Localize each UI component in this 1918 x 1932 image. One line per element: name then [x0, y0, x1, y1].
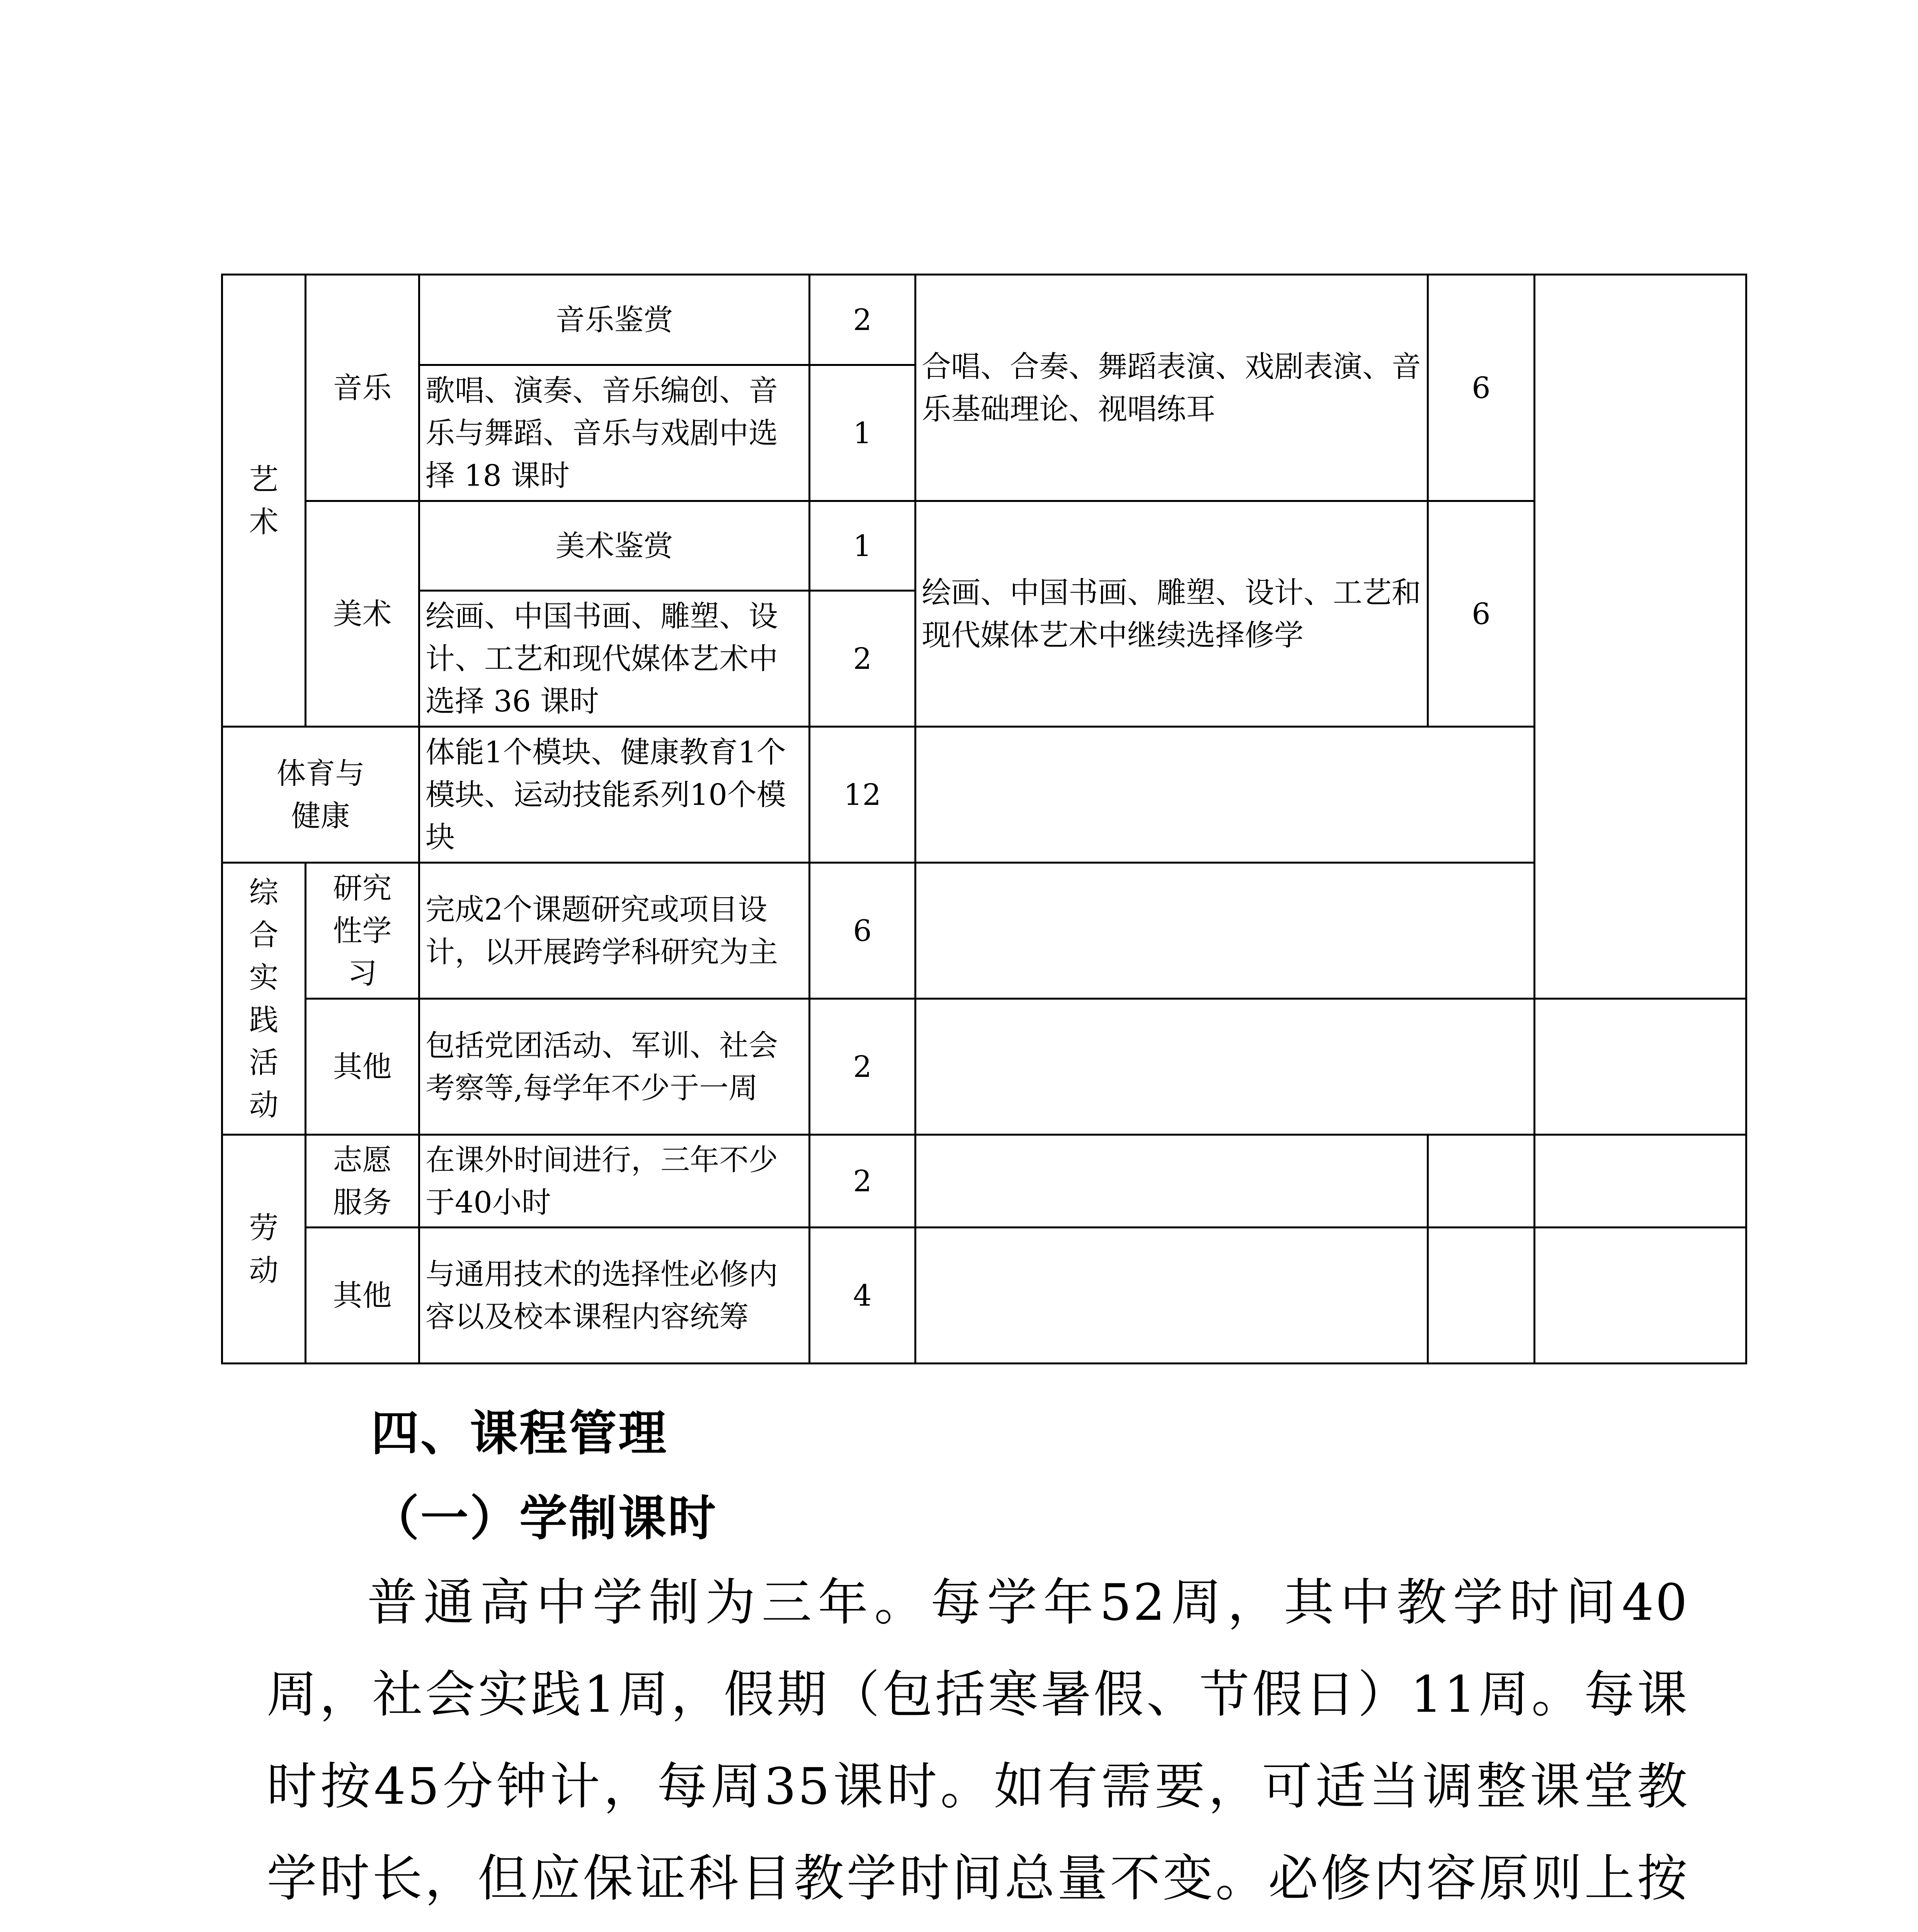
pe-content: 体能1个模块、健康教育1个模块、运动技能系列10个模块 — [419, 727, 810, 863]
practice-other-credits: 2 — [810, 999, 916, 1135]
remarks-cell-upper — [1535, 275, 1746, 999]
research-credits: 6 — [810, 863, 916, 999]
music-elective-content: 合唱、合奏、舞蹈表演、戏剧表演、音乐基础理论、视唱练耳 — [916, 275, 1428, 501]
labor-other-credits: 4 — [810, 1228, 916, 1364]
fine-art-elective-content: 绘画、中国书画、雕塑、设计、工艺和现代媒体艺术中继续选择修学 — [916, 501, 1428, 727]
labor-category-label: 劳动 — [249, 1210, 279, 1287]
fine-art-label: 美术 — [333, 596, 392, 631]
table-row — [222, 727, 1746, 863]
music-credits-1: 2 — [810, 275, 916, 365]
music-label: 音乐 — [333, 370, 392, 405]
fine-art-credits-2: 2 — [810, 591, 916, 727]
fine-art-credits-1: 1 — [810, 501, 916, 591]
table-row — [222, 1135, 1746, 1228]
body-paragraph: 普通高中学制为三年。每学年52周，其中教学时间40周，社会实践1周，假期（包括寒暑假、节假日）11周。每课时按45分钟计，每周35课时。如有需要，可适当调整课堂教学时长，但应保证科目教学时间总量不变。必修内容原则上按 — [267, 1573, 1689, 1908]
volunteer-content: 在课外时间进行，三年不少于40小时 — [419, 1135, 810, 1228]
practice-other-content: 包括党团活动、军训、社会考察等,每学年不少于一周 — [419, 999, 810, 1135]
volunteer-label: 志愿服务 — [333, 1142, 392, 1219]
table-row — [222, 275, 1746, 365]
volunteer-empty-c — [1535, 1135, 1746, 1228]
music-elective-credits: 6 — [1428, 275, 1535, 501]
research-content: 完成2个课题研究或项目设计，以开展跨学科研究为主 — [419, 863, 810, 999]
art-category-cell — [222, 275, 306, 727]
fine-art-content-2: 绘画、中国书画、雕塑、设计、工艺和现代媒体艺术中选择 36 课时 — [419, 591, 810, 727]
volunteer-empty-b — [1428, 1135, 1535, 1228]
music-credits-2: 1 — [810, 365, 916, 501]
table-row — [222, 999, 1746, 1135]
research-empty — [916, 863, 1535, 999]
practice-other-label: 其他 — [306, 999, 419, 1135]
table-row — [222, 501, 1746, 591]
fine-art-content-1: 美术鉴赏 — [419, 501, 810, 591]
pe-credits: 12 — [810, 727, 916, 863]
table-row — [222, 863, 1746, 999]
labor-category-cell — [222, 1135, 306, 1364]
pe-label-cell — [222, 727, 419, 863]
art-category-label: 艺术 — [249, 462, 279, 539]
music-content-1: 音乐鉴赏 — [419, 275, 810, 365]
table-row — [222, 1228, 1746, 1364]
section-heading: 四、课程管理 — [371, 1406, 668, 1461]
labor-other-empty-b — [1428, 1228, 1535, 1364]
labor-other-empty-a — [916, 1228, 1428, 1364]
pe-empty — [916, 727, 1535, 863]
research-label: 研究性学习 — [333, 871, 392, 990]
music-content-2: 歌唱、演奏、音乐编创、音乐与舞蹈、音乐与戏剧中选择 18 课时 — [419, 365, 810, 501]
practice-category-cell — [222, 863, 306, 1135]
practice-other-empty — [916, 999, 1535, 1135]
volunteer-empty-a — [916, 1135, 1428, 1228]
practice-category-label: 综合实践活动 — [249, 875, 279, 1122]
volunteer-label-cell — [306, 1135, 419, 1228]
labor-other-empty-c — [1535, 1228, 1746, 1364]
labor-other-content: 与通用技术的选择性必修内容以及校本课程内容统筹 — [419, 1228, 810, 1364]
labor-other-label: 其他 — [306, 1228, 419, 1364]
fine-art-elective-credits: 6 — [1428, 501, 1535, 727]
pe-label: 体育与健康 — [276, 756, 365, 833]
music-label-cell — [306, 275, 419, 501]
volunteer-credits: 2 — [810, 1135, 916, 1228]
subsection-heading: （一）学制课时 — [371, 1491, 718, 1546]
fine-art-label-cell — [306, 501, 419, 727]
research-label-cell — [306, 863, 419, 999]
remarks-cell-mid — [1535, 999, 1746, 1135]
course-table — [221, 274, 1747, 1364]
